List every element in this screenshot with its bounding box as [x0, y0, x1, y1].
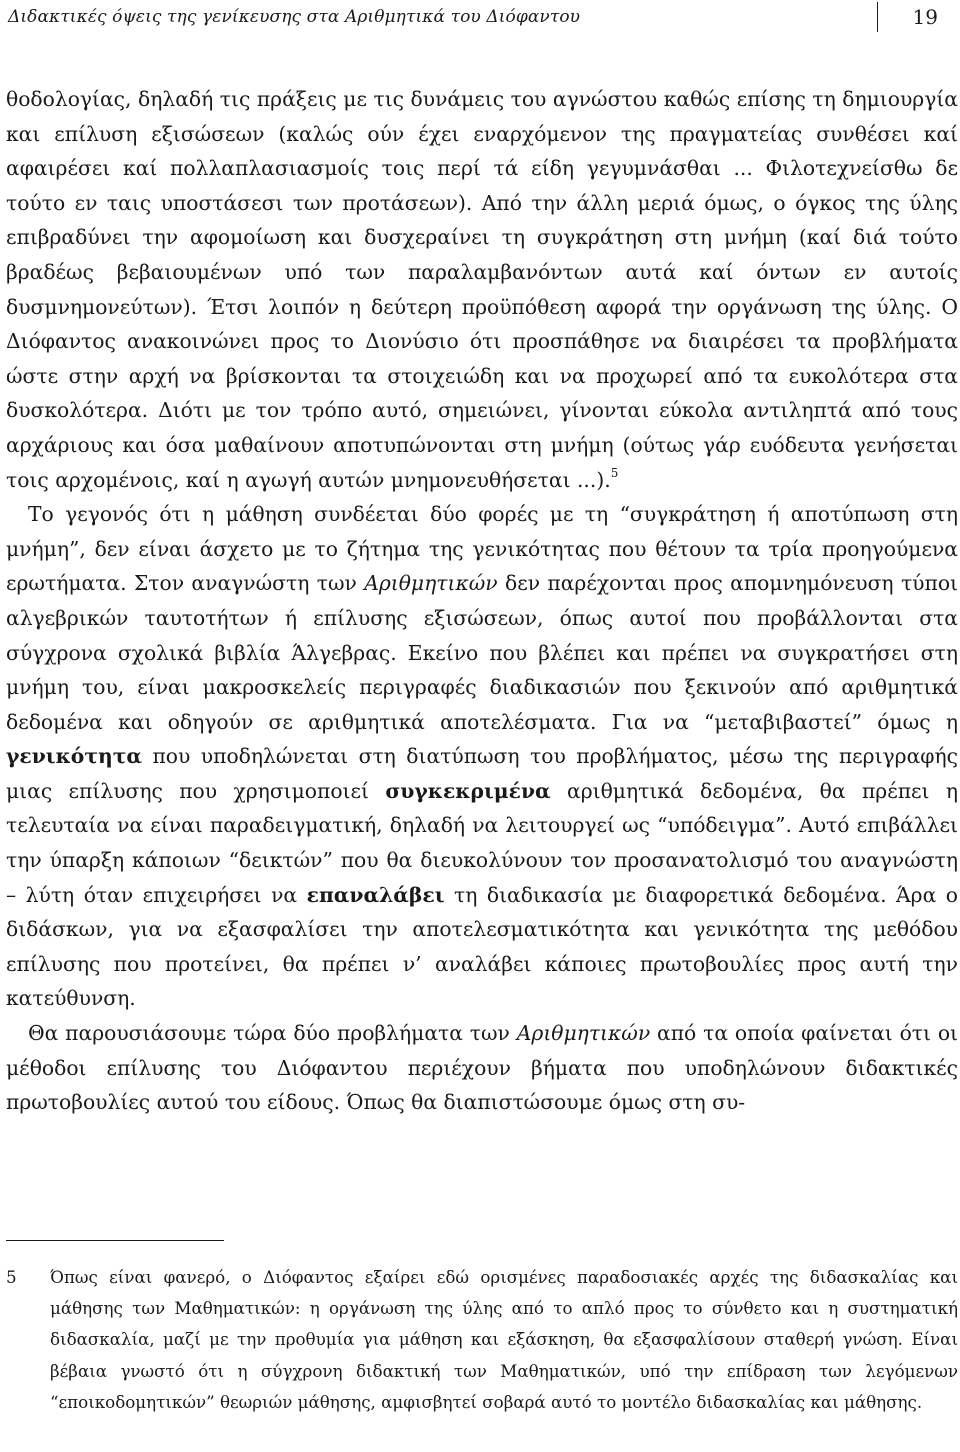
emphasis-generality: γενικότητα	[6, 744, 142, 769]
book-title-arithmetica-2: Αριθμητικών	[516, 1021, 651, 1046]
emphasis-repeat: επαναλάβει	[306, 882, 445, 907]
footnote-reference: 5	[610, 465, 619, 480]
footnote-separator	[6, 1240, 224, 1241]
footnote	[6, 1262, 958, 1418]
header-divider	[877, 2, 878, 32]
paragraph-2-text-d: αριθμητικά δεδομένα, θα πρέπει η τελευταία να είναι παραδειγματική, δηλαδή να λειτουργεί ως “υπόδειγμα”. Αυτό επιβάλλει την ύπαρξη κάποιων “δεικτών” που θα διευκολύνουν τον προσανατολισμό του αναγνώστη – λύτη όταν επιχειρήσει να	[6, 778, 959, 907]
paragraph-3	[6, 1016, 958, 1120]
page-number: 19	[912, 5, 938, 29]
paragraph-1-text: θοδολογίας, δηλαδή τις πράξεις με τις δυνάμεις του αγνώστου καθώς επίσης τη δημιουργία και επίλυση εξισώσεων (καλώς ούν έχει εναρχόμενον της πραγματείας συνθέσει καί αφαιρέσει καί πολλαπλασιασμοίς τοις περί τά είδη γεγυμνάσθαι ... Φιλοτεχνείσθω δε τούτο εν ταις υποστάσεσι των προτάσεων). Από την άλλη μεριά όμως, ο όγκος της ύλης επιβραδύνει την αφομοίωση και δυσχεραίνει τη συγκράτηση στη μνήμη (καί διά τούτο βραδέως βεβαιουμένων υπό των παραλαμβανόντων αυτά καί όντων εν αυτοίς δυσμνημονεύτων). Έτσι λοιπόν η δεύτερη προϋπόθεση αφορά την οργάνωση της ύλης. Ο Διόφαντος ανακοινώνει προς το Διονύσιο ότι προσπάθησε να διαιρέσει τα προβλήματα ώστε στην αρχή να βρίσκονται τα στοιχειώδη και να προχωρεί από τα ευκολότερα στα δυσκολότερα. Διότι με τον τρόπο αυτό, σημειώνει, γίνονται εύκολα αντιληπτά από τους αρχάριους και όσα μαθαίνουν αποτυπώνονται στη μνήμη (ούτως γάρ ευόδευτα γενήσεται τοις αρχομένοις, καί η αγωγή αυτών μνημονευθήσεται ...).	[6, 87, 958, 492]
paragraph-2-text-e: τη διαδικασία με διαφορετικά δεδομένα. Άρα ο διδάσκων, για να εξασφαλίσει την αποτελεσματικότητα και γενικότητα της μεθόδου επίλυσης που προτείνει, θα πρέπει ν’ αναλάβει κάποιες πρωτοβουλίες προς αυτή την κατεύθυνση.	[6, 882, 958, 1011]
body-text	[6, 82, 958, 1120]
paragraph-2-text-b: δεν παρέχονται προς απομνημόνευση τύποι αλγεβρικών ταυτοτήτων ή επίλυσης εξισώσεων, όπως αυτοί που προβάλλονται στα σύγχρονα σχολικά βιβλία Άλγεβρας. Εκείνο που βλέπει και πρέπει να συγκρατήσει στη μνήμη του, είναι μακροσκελείς περιγραφές διαδικασιών που ξεκινούν από αριθμητικά δεδομένα και οδηγούν σε αριθμητικά αποτελέσματα. Για να “μεταβιβαστεί” όμως η	[6, 571, 958, 734]
book-title-arithmetica: Αριθμητικών	[364, 571, 498, 596]
paragraph-1	[6, 82, 958, 497]
footnote-text: Όπως είναι φανερό, ο Διόφαντος εξαίρει εδώ ορισμένες παραδοσιακές αρχές της διδασκαλίας και μάθησης των Μαθηματικών: η οργάνωση της ύλης από το απλό προς το σύνθετο και η συστηματική διδασκαλία, μαζί με την προθυμία για μάθηση και εξάσκηση, θα εξασφαλίσουν σταθερή γνώση. Είναι βέβαια γνωστό ότι η σύγχρονη διδακτική των Μαθηματικών, υπό την επίδραση των λεγόμενων “εποικοδομητικών” θεωριών μάθησης, αμφισβητεί σοβαρά αυτό το μοντέλο διδασκαλίας και μάθησης.	[50, 1267, 958, 1412]
emphasis-specific: συγκεκριμένα	[385, 778, 551, 803]
running-title: Διδακτικές όψεις της γενίκευσης στα Αριθμητικά του Διόφαντου	[8, 7, 581, 27]
paragraph-2	[6, 497, 958, 1016]
paragraph-3-text-a: Θα παρουσιάσουμε τώρα δύο προβλήματα των	[28, 1021, 517, 1046]
paragraph-2-text-c: που υποδηλώνεται στη διατύπωση του προβλήματος, μέσω της περιγραφής μιας επίλυσης που χρησιμοποιεί	[6, 744, 958, 803]
paragraph-3-text-b: από τα οποία φαίνεται ότι οι μέθοδοι επίλυσης του Διόφαντου περιέχουν βήματα που υποδηλώνουν διδακτικές πρωτοβουλίες αυτού του είδους. Όπως θα διαπιστώσουμε όμως στη συ-	[6, 1021, 958, 1115]
running-header	[8, 0, 952, 34]
footnote-mark: 5	[6, 1267, 17, 1287]
paragraph-2-text-a: Το γεγονός ότι η μάθηση συνδέεται δύο φορές με τη “συγκράτηση ή αποτύπωση στη μνήμη”, δεν είναι άσχετο με το ζήτημα της γενικότητας που θέτουν τα τρία προηγούμενα ερωτήματα. Στον αναγνώστη των	[6, 502, 958, 596]
